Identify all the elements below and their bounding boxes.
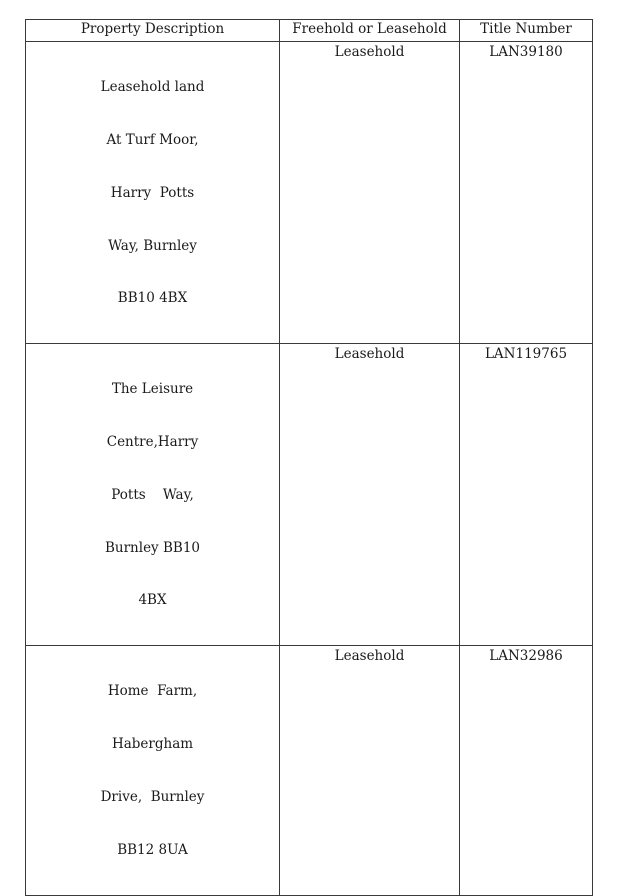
description-line: Habergham xyxy=(111,736,194,753)
tenure-cell: Leasehold xyxy=(280,344,460,646)
description-line: At Turf Moor, xyxy=(106,131,199,148)
description-line: Potts Way, xyxy=(111,486,194,503)
table-row xyxy=(26,42,593,344)
description-line: 4BX xyxy=(138,592,167,609)
title-number-cell: LAN32986 xyxy=(460,646,593,895)
title-number-cell: LAN119765 xyxy=(460,344,593,646)
description-line: Centre,Harry xyxy=(106,434,199,451)
description-line: Harry Potts xyxy=(110,184,195,201)
description-line: Leasehold land xyxy=(100,79,205,96)
property-description-cell xyxy=(26,344,280,646)
title-number-cell: LAN39180 xyxy=(460,42,593,344)
description-line: Way, Burnley xyxy=(108,237,197,254)
description-line: Burnley BB10 xyxy=(104,539,200,556)
header-property-description: Property Description xyxy=(26,20,280,42)
table-header-row xyxy=(26,20,593,42)
property-description-cell xyxy=(26,42,280,344)
property-table xyxy=(25,19,593,896)
description-line: The Leisure xyxy=(111,381,194,398)
description-line: Drive, Burnley xyxy=(100,788,205,805)
table-row xyxy=(26,344,593,646)
description-line: BB10 4BX xyxy=(117,290,188,307)
header-title-number: Title Number xyxy=(460,20,593,42)
description-line: Home Farm, xyxy=(107,683,198,700)
header-freehold-or-leasehold: Freehold or Leasehold xyxy=(280,20,460,42)
table-row xyxy=(26,646,593,895)
tenure-cell: Leasehold xyxy=(280,646,460,895)
tenure-cell: Leasehold xyxy=(280,42,460,344)
property-description-cell xyxy=(26,646,280,895)
description-line: BB12 8UA xyxy=(117,841,188,858)
